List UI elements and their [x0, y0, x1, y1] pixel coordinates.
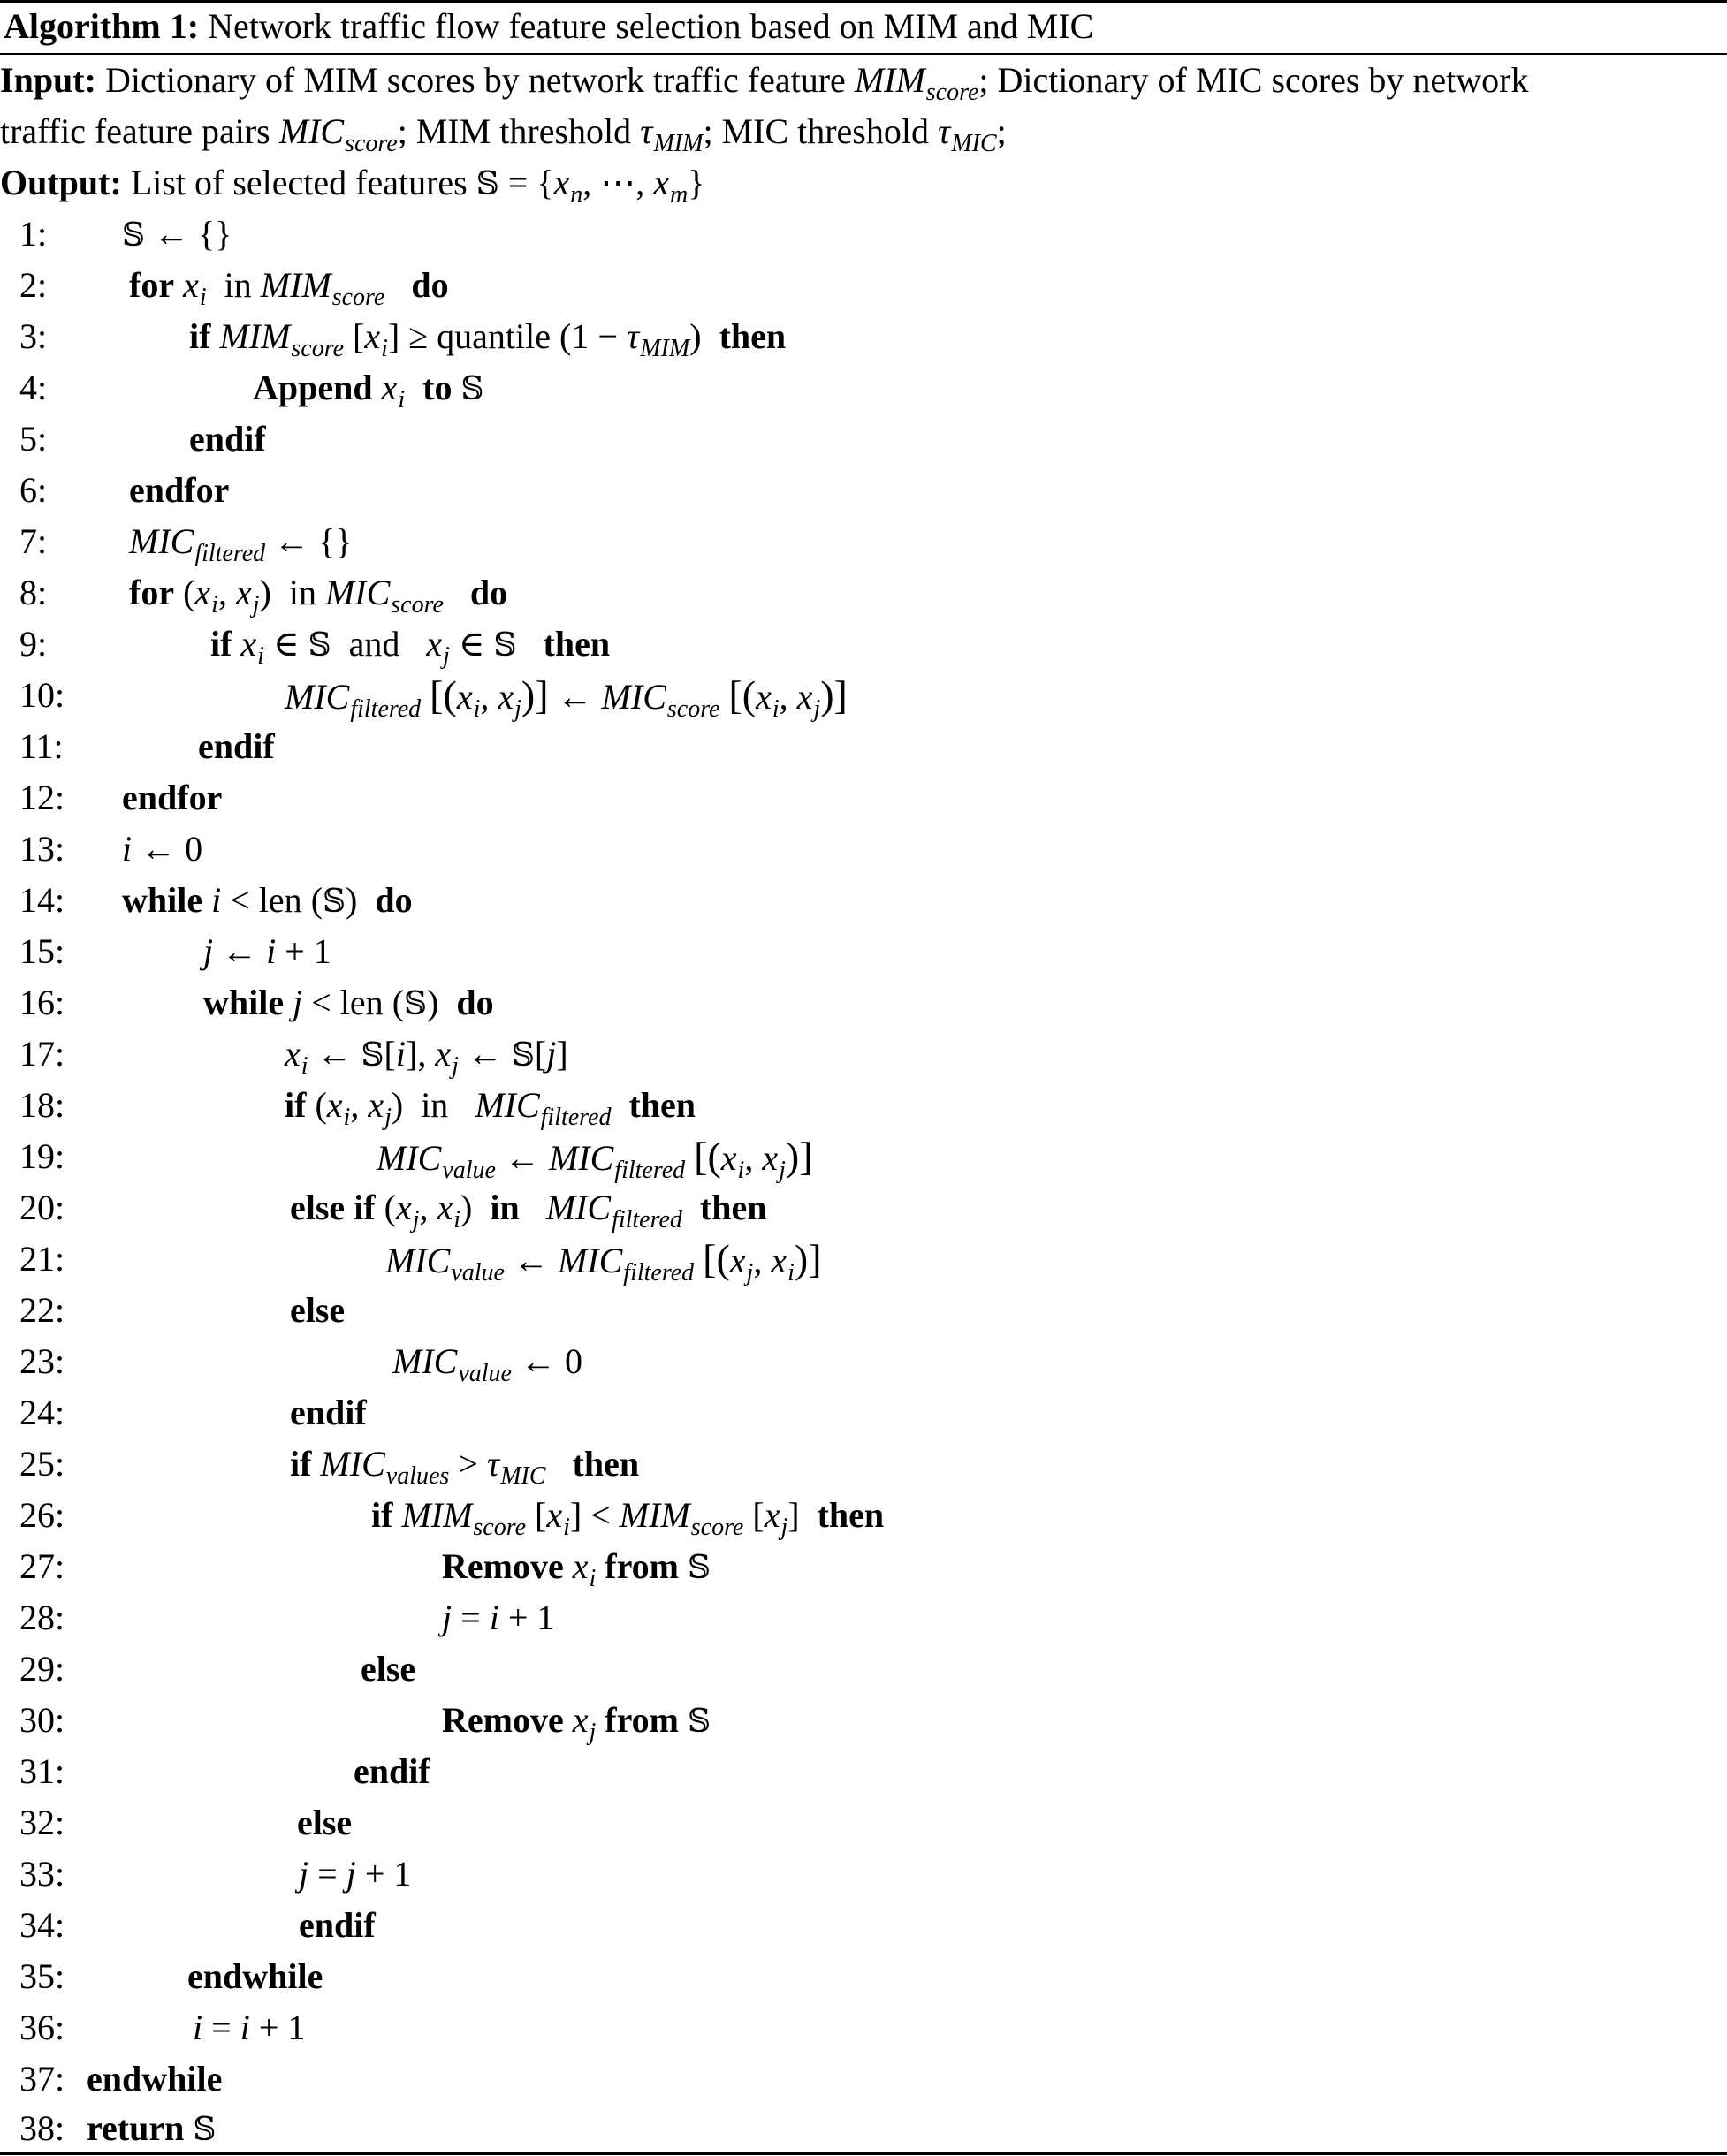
line-number: 6:: [19, 470, 48, 510]
line-number: 28:: [19, 1598, 65, 1637]
code-line-38: 38: return 𝕊: [0, 2103, 1727, 2154]
code-line-28: 28: j = i + 1: [0, 1592, 1727, 1644]
line-number: 16:: [19, 983, 65, 1022]
line-number: 5:: [19, 419, 48, 459]
input-text-6: ;: [996, 111, 1007, 151]
line-number: 3:: [19, 316, 48, 356]
code-line-6: 6: endfor: [0, 465, 1727, 516]
line-number: 15:: [19, 931, 65, 971]
code-line-34: 34: endif: [0, 1900, 1727, 1951]
line-number: 37:: [19, 2059, 65, 2099]
line-number: 18:: [19, 1085, 65, 1125]
output-text: List of selected features: [130, 163, 468, 202]
code-line-24: 24: endif: [0, 1387, 1727, 1439]
line-number: 1:: [19, 214, 48, 254]
code-line-7: 7: $MIC_{filtered}$ ← {}: [0, 516, 1727, 567]
line-number: 32:: [19, 1803, 65, 1842]
code-line-16: 16: while j < len (𝕊) do: [0, 977, 1727, 1029]
line-number: 26:: [19, 1495, 65, 1535]
input-label: Input:: [0, 60, 96, 100]
line-number: 23:: [19, 1341, 65, 1381]
line-number: 19:: [19, 1136, 65, 1176]
input-line-2: traffic feature pairs $MIC_{score}$; MIM threshold $\tau_{MIM}$; MIC threshold $\tau_{MIC}$;: [0, 111, 1007, 157]
input-text-2: ; Dictionary of MIC scores by network: [978, 60, 1529, 100]
line-number: 4:: [19, 368, 48, 407]
bottom-rule: [0, 2152, 1727, 2155]
code-line-31: 31: endif: [0, 1746, 1727, 1797]
code-line-23: 23: $MIC_{value}$ ← 0: [0, 1336, 1727, 1387]
code-line-2: 2: for $x_i$ in $MIM_{score}$ do: [0, 260, 1727, 311]
output-line: Output: List of selected features 𝕊 = {$x_n$, ⋯, $x_m$}: [0, 163, 705, 209]
line-number: 24:: [19, 1393, 65, 1432]
input-line-1: Input: Dictionary of MIM scores by network traffic feature $MIM_{score}$; Dictionary of MIC scores by network: [0, 60, 1529, 106]
code-line-32: 32: else: [0, 1797, 1727, 1849]
caption-label: Algorithm 1:: [4, 6, 200, 46]
line-number: 2:: [19, 265, 48, 305]
line-number: 12:: [19, 778, 65, 817]
line-number: 11:: [19, 726, 64, 766]
input-text-3: traffic feature pairs: [0, 111, 270, 151]
line-number: 27:: [19, 1546, 65, 1586]
code-line-5: 5: endif: [0, 414, 1727, 465]
input-text-1: Dictionary of MIM scores by network traffic feature: [104, 60, 846, 100]
output-label: Output:: [0, 163, 122, 202]
code-line-26: 26: if $MIM_{score}$ $[x_i] < MIM_{score}$ $[x_j]$ then: [0, 1490, 1727, 1541]
code-line-29: 29: else: [0, 1644, 1727, 1695]
code-line-33: 33: j = j + 1: [0, 1849, 1727, 1900]
line-number: 22:: [19, 1290, 65, 1330]
code-line-35: 35: endwhile: [0, 1951, 1727, 2002]
line-number: 7:: [19, 521, 48, 561]
code-line-13: 13: i ← 0: [0, 824, 1727, 875]
code-line-27: 27: Remove $x_i$ from 𝕊: [0, 1541, 1727, 1592]
line-number: 33:: [19, 1854, 65, 1894]
code-line-9: 9: if $x_i$ ∈ 𝕊 and $x_j$ ∈ 𝕊 then: [0, 619, 1727, 670]
code-line-14: 14: while i < len (𝕊) do: [0, 875, 1727, 926]
code-line-19: 19: $MIC_{value}$ ← $MIC_{filtered}$ [($x_i$, $x_j$)]: [0, 1131, 1727, 1182]
code-line-1: 1: 𝕊 ← {}: [0, 209, 1727, 260]
input-text-5: ; MIC threshold: [703, 111, 929, 151]
code-line-18: 18: if ($x_i$, $x_j$) in $MIC_{filtered}$ then: [0, 1080, 1727, 1131]
line-number: 36:: [19, 2008, 65, 2047]
line-number: 13:: [19, 829, 65, 869]
code-line-10: 10: $MIC_{filtered}$ [($x_i$, $x_j$)] ← $MIC_{score}$ [($x_i$, $x_j$)]: [0, 670, 1727, 721]
line-number: 20:: [19, 1188, 65, 1227]
line-number: 25:: [19, 1444, 65, 1484]
code-line-17: 17: $x_i$ ← 𝕊[i], $x_j$ ← 𝕊[j]: [0, 1029, 1727, 1080]
line-number: 30:: [19, 1700, 65, 1740]
code-line-11: 11: endif: [0, 721, 1727, 772]
line-number: 38:: [19, 2108, 65, 2148]
code-line-22: 22: else: [0, 1285, 1727, 1336]
top-rule: [0, 0, 1727, 3]
code-line-37: 37: endwhile: [0, 2054, 1727, 2105]
line-number: 35:: [19, 1956, 65, 1996]
line-number: 9:: [19, 624, 48, 664]
code-line-12: 12: endfor: [0, 772, 1727, 824]
caption-text: Network traffic flow feature selection based on MIM and MIC: [208, 6, 1094, 46]
code-line-4: 4: Append $x_i$ to 𝕊: [0, 362, 1727, 414]
line-number: 29:: [19, 1649, 65, 1689]
line-number: 31:: [19, 1751, 65, 1791]
code-line-20: 20: else if ($x_j$, $x_i$) in $MIC_{filtered}$ then: [0, 1182, 1727, 1234]
code-line-21: 21: $MIC_{value}$ ← $MIC_{filtered}$ [($x_j$, $x_i$)]: [0, 1234, 1727, 1285]
algorithm-caption: [4, 5, 1093, 48]
code-line-36: 36: i = i + 1: [0, 2002, 1727, 2054]
line-number: 14:: [19, 880, 65, 920]
code-line-30: 30: Remove $x_j$ from 𝕊: [0, 1695, 1727, 1746]
line-number: 10:: [19, 675, 65, 715]
line-number: 17:: [19, 1034, 65, 1074]
line-number: 21:: [19, 1239, 65, 1279]
code-line-15: 15: j ← i + 1: [0, 926, 1727, 977]
input-text-4: ; MIM threshold: [397, 111, 632, 151]
code-line-3: 3: if $MIM_{score}$ $[x_i]$ ≥ quantile $(1 - \tau_{MIM})$ then: [0, 311, 1727, 362]
line-number: 8:: [19, 573, 48, 612]
code-line-25: 25: if $MIC_{values} > \tau_{MIC}$ then: [0, 1439, 1727, 1490]
code-line-8: 8: for ($x_i$, $x_j$) in $MIC_{score}$ do: [0, 567, 1727, 619]
line-number: 34:: [19, 1905, 65, 1945]
